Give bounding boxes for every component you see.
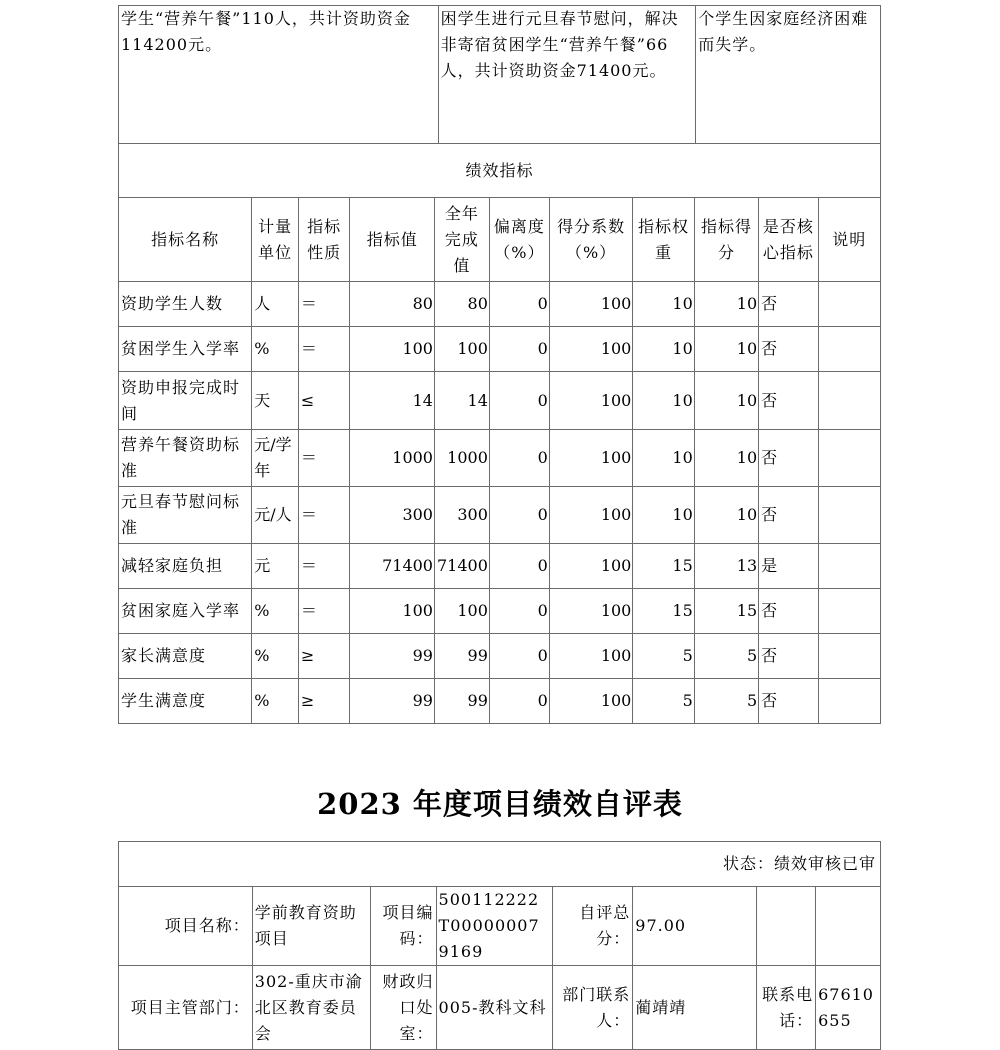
section-title: 绩效指标 <box>119 144 881 198</box>
header-cell: 得分系数（%） <box>549 198 633 282</box>
dept-label: 项目主管部门： <box>119 966 253 1050</box>
indicator-score-cell: 10 <box>694 487 758 544</box>
indicator-coef-cell: 100 <box>549 372 633 430</box>
indicator-weight-cell: 10 <box>633 430 694 487</box>
indicator-nature-cell: ≤ <box>298 372 350 430</box>
indicator-name-cell: 贫困学生入学率 <box>119 327 252 372</box>
indicator-coef-cell: 100 <box>549 487 633 544</box>
indicator-score-cell: 13 <box>694 544 758 589</box>
indicator-score-cell: 10 <box>694 430 758 487</box>
indicator-name-cell: 营养午餐资助标准 <box>119 430 252 487</box>
contact-label: 部门联系人： <box>553 966 633 1050</box>
indicator-core-cell: 是 <box>759 544 818 589</box>
indicator-note-cell <box>818 544 880 589</box>
indicator-unit-cell: % <box>252 634 299 679</box>
indicator-core-cell: 否 <box>759 589 818 634</box>
indicator-target-cell: 100 <box>350 327 435 372</box>
empty-cell <box>757 887 816 966</box>
status-text: 状态：绩效审核已审 <box>119 842 881 887</box>
indicator-score-cell: 15 <box>694 589 758 634</box>
indicator-dev-cell: 0 <box>489 430 549 487</box>
indicator-core-cell: 否 <box>759 282 818 327</box>
indicator-note-cell <box>818 327 880 372</box>
header-row <box>119 198 881 282</box>
indicator-core-cell: 否 <box>759 327 818 372</box>
indicator-target-cell: 71400 <box>350 544 435 589</box>
indicator-nature-cell: ≥ <box>298 679 350 724</box>
indicator-dev-cell: 0 <box>489 679 549 724</box>
indicator-nature-cell: ＝ <box>298 430 350 487</box>
summary-table-fragment <box>118 5 881 144</box>
indicator-note-cell <box>818 430 880 487</box>
office-label: 财政归口处室： <box>370 966 436 1050</box>
header-cell: 指标性质 <box>298 198 350 282</box>
indicator-weight-cell: 10 <box>633 487 694 544</box>
indicator-note-cell <box>818 282 880 327</box>
indicator-unit-cell: % <box>252 679 299 724</box>
indicator-score-cell: 5 <box>694 634 758 679</box>
header-cell: 说明 <box>818 198 880 282</box>
score-label: 自评总分： <box>553 887 633 966</box>
indicator-target-cell: 300 <box>350 487 435 544</box>
summary-cell-1: 学生“营养午餐”110人，共计资助资金114200元。 <box>119 6 439 144</box>
indicator-weight-cell: 15 <box>633 544 694 589</box>
indicator-score-cell: 10 <box>694 282 758 327</box>
indicator-actual-cell: 80 <box>434 282 489 327</box>
indicator-weight-cell: 10 <box>633 372 694 430</box>
indicator-coef-cell: 100 <box>549 544 633 589</box>
indicator-name-cell: 资助学生人数 <box>119 282 252 327</box>
indicator-row <box>119 282 881 327</box>
indicator-weight-cell: 10 <box>633 327 694 372</box>
project-name-value: 学前教育资助项目 <box>252 887 370 966</box>
indicator-score-cell: 5 <box>694 679 758 724</box>
empty-cell <box>816 887 881 966</box>
indicator-unit-cell: 元 <box>252 544 299 589</box>
indicator-actual-cell: 99 <box>434 679 489 724</box>
indicator-actual-cell: 99 <box>434 634 489 679</box>
indicator-row <box>119 430 881 487</box>
indicator-dev-cell: 0 <box>489 544 549 589</box>
indicator-name-cell: 学生满意度 <box>119 679 252 724</box>
form-title: 2023 年度项目绩效自评表 <box>317 787 683 821</box>
indicator-score-cell: 10 <box>694 327 758 372</box>
indicator-nature-cell: ＝ <box>298 282 350 327</box>
indicator-weight-cell: 5 <box>633 634 694 679</box>
indicator-name-cell: 元旦春节慰问标准 <box>119 487 252 544</box>
indicator-unit-cell: 天 <box>252 372 299 430</box>
header-cell: 偏离度（%） <box>489 198 549 282</box>
phone-label: 联系电话： <box>757 966 816 1050</box>
indicator-unit-cell: % <box>252 589 299 634</box>
header-cell: 计量单位 <box>252 198 299 282</box>
indicator-note-cell <box>818 679 880 724</box>
indicator-nature-cell: ＝ <box>298 589 350 634</box>
performance-indicators-table <box>118 143 881 724</box>
summary-cell-2: 困学生进行元旦春节慰问，解决非寄宿贫困学生“营养午餐”66人，共计资助资金71400元。 <box>438 6 696 144</box>
indicator-row <box>119 372 881 430</box>
indicator-coef-cell: 100 <box>549 634 633 679</box>
self-evaluation-table <box>118 841 881 1050</box>
indicator-core-cell: 否 <box>759 679 818 724</box>
office-value: 005-教科文科 <box>436 966 553 1050</box>
indicator-row <box>119 544 881 589</box>
indicator-dev-cell: 0 <box>489 372 549 430</box>
indicator-weight-cell: 5 <box>633 679 694 724</box>
indicator-row <box>119 327 881 372</box>
contact-value: 蔺靖靖 <box>633 966 757 1050</box>
indicator-note-cell <box>818 589 880 634</box>
indicator-actual-cell: 100 <box>434 589 489 634</box>
dept-value: 302-重庆市渝北区教育委员会 <box>252 966 370 1050</box>
phone-value: 67610655 <box>816 966 881 1050</box>
indicator-nature-cell: ＝ <box>298 487 350 544</box>
indicator-dev-cell: 0 <box>489 282 549 327</box>
indicator-row <box>119 634 881 679</box>
header-cell: 指标权重 <box>633 198 694 282</box>
indicator-unit-cell: 元/人 <box>252 487 299 544</box>
indicator-core-cell: 否 <box>759 372 818 430</box>
indicator-name-cell: 减轻家庭负担 <box>119 544 252 589</box>
indicator-unit-cell: 人 <box>252 282 299 327</box>
header-cell: 指标名称 <box>119 198 252 282</box>
header-cell: 指标得分 <box>694 198 758 282</box>
indicator-row <box>119 487 881 544</box>
indicator-core-cell: 否 <box>759 430 818 487</box>
indicator-actual-cell: 71400 <box>434 544 489 589</box>
indicator-note-cell <box>818 372 880 430</box>
indicator-dev-cell: 0 <box>489 327 549 372</box>
indicator-coef-cell: 100 <box>549 679 633 724</box>
project-code-value: 500112222T000000079169 <box>436 887 553 966</box>
summary-cell-3: 个学生因家庭经济困难而失学。 <box>696 6 881 144</box>
indicator-row <box>119 679 881 724</box>
indicator-core-cell: 否 <box>759 487 818 544</box>
indicator-unit-cell: 元/学年 <box>252 430 299 487</box>
indicator-coef-cell: 100 <box>549 327 633 372</box>
indicator-coef-cell: 100 <box>549 589 633 634</box>
indicator-target-cell: 14 <box>350 372 435 430</box>
indicator-actual-cell: 300 <box>434 487 489 544</box>
indicator-dev-cell: 0 <box>489 487 549 544</box>
indicator-target-cell: 80 <box>350 282 435 327</box>
indicator-actual-cell: 1000 <box>434 430 489 487</box>
indicator-nature-cell: ＝ <box>298 327 350 372</box>
indicator-nature-cell: ＝ <box>298 544 350 589</box>
indicator-actual-cell: 100 <box>434 327 489 372</box>
indicator-dev-cell: 0 <box>489 589 549 634</box>
indicator-name-cell: 家长满意度 <box>119 634 252 679</box>
header-cell: 全年完成值 <box>434 198 489 282</box>
score-value: 97.00 <box>633 887 757 966</box>
header-cell: 是否核心指标 <box>759 198 818 282</box>
indicator-coef-cell: 100 <box>549 430 633 487</box>
indicator-name-cell: 资助申报完成时间 <box>119 372 252 430</box>
indicator-name-cell: 贫困家庭入学率 <box>119 589 252 634</box>
indicator-target-cell: 99 <box>350 679 435 724</box>
indicator-target-cell: 100 <box>350 589 435 634</box>
indicator-target-cell: 99 <box>350 634 435 679</box>
indicator-note-cell <box>818 634 880 679</box>
indicator-core-cell: 否 <box>759 634 818 679</box>
indicator-row <box>119 589 881 634</box>
indicator-coef-cell: 100 <box>549 282 633 327</box>
indicator-target-cell: 1000 <box>350 430 435 487</box>
indicator-actual-cell: 14 <box>434 372 489 430</box>
indicator-score-cell: 10 <box>694 372 758 430</box>
header-cell: 指标值 <box>350 198 435 282</box>
indicator-nature-cell: ≥ <box>298 634 350 679</box>
indicator-dev-cell: 0 <box>489 634 549 679</box>
project-code-label: 项目编码： <box>370 887 436 966</box>
indicator-note-cell <box>818 487 880 544</box>
indicator-weight-cell: 10 <box>633 282 694 327</box>
project-name-label: 项目名称： <box>119 887 253 966</box>
indicator-unit-cell: % <box>252 327 299 372</box>
indicator-weight-cell: 15 <box>633 589 694 634</box>
